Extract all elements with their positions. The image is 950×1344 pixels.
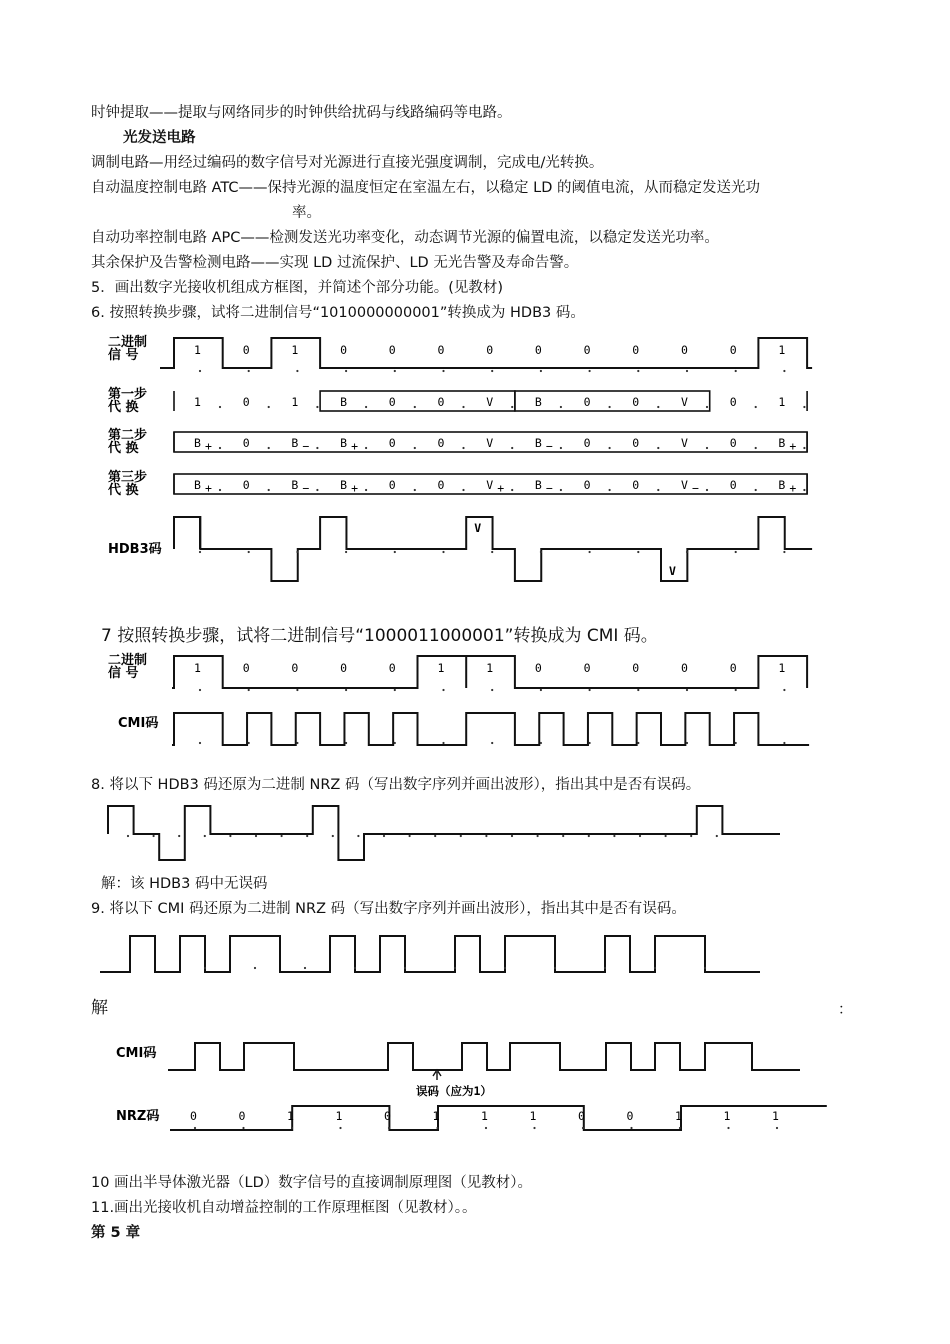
step2-symbol: V (486, 436, 494, 450)
binary-6-tick (394, 370, 396, 372)
cmi-question-tick (204, 967, 206, 969)
step2-symbol-sign: − (545, 439, 553, 453)
binary-7-tick (345, 689, 347, 691)
step1-symbol: 0 (388, 395, 396, 409)
label-step1-line2: 代 换 (108, 400, 139, 415)
figure-cmi-conversion (108, 652, 809, 745)
step3-symbol: B (194, 478, 201, 492)
step2-tick (268, 447, 270, 449)
step2-symbol: B (534, 436, 542, 450)
step3-symbol-sign: + (351, 481, 359, 495)
binary-digit-7: 0 (340, 661, 348, 675)
hdb3-decode-tick (485, 835, 487, 837)
cmi-question-tick (554, 967, 556, 969)
cmi-7-tick (442, 742, 444, 744)
step1-symbol: 1 (291, 395, 299, 409)
step3-tick (560, 489, 562, 491)
binary-6-tick (637, 370, 639, 372)
hdb3-tick (248, 551, 250, 553)
label-step3-line1: 第三步 (108, 470, 148, 485)
hdb3-tick (540, 551, 542, 553)
figure-hdb3-decode (108, 806, 780, 860)
binary-digit-7: 0 (242, 661, 250, 675)
nrz-digit: 1 (287, 1109, 294, 1123)
step3-tick (268, 489, 270, 491)
text-clock-extraction: 时钟提取——提取与网络同步的时钟供给扰码与线路编码等电路。 (91, 105, 512, 121)
text-protection: 其余保护及告警检测电路——实现 LD 过流保护、LD 无光告警及寿命告警。 (91, 255, 579, 271)
step3-symbol: 0 (388, 478, 396, 492)
step2-tick (560, 447, 562, 449)
step3-symbol: 0 (632, 478, 640, 492)
binary-digit-6: 0 (388, 343, 396, 357)
hdb3-decode-tick (229, 835, 231, 837)
chapter-5-heading: 第 5 章 (91, 1225, 141, 1241)
cmi-question-tick (604, 967, 606, 969)
step2-tick (511, 447, 513, 449)
binary-digit-6: 0 (486, 343, 494, 357)
cmi-question-tick (454, 967, 456, 969)
label-cmi-7: CMI码 (118, 716, 159, 731)
binary-digit-6: 1 (291, 343, 299, 357)
cmi-7-tick (735, 742, 737, 744)
hdb3-decode-tick (537, 835, 539, 837)
step2-symbol-sign: + (205, 439, 212, 453)
step1-symbol: V (681, 395, 688, 409)
binary-digit-7: 0 (681, 661, 688, 675)
text-atc-cont: 率。 (292, 205, 321, 221)
binary-7-tick (783, 689, 785, 691)
label-binary-7-line2: 信 号 (108, 666, 139, 681)
error-label: 误码（应为1） (416, 1084, 492, 1098)
question-11: 11.画出光接收机自动增益控制的工作原理框图（见教材）。。 (91, 1200, 477, 1216)
step3-tick (462, 489, 464, 491)
label-step2-line2: 代 换 (108, 441, 139, 456)
hdb3-decode-tick (690, 835, 692, 837)
nrz-digit: 0 (578, 1109, 585, 1123)
step2-tick (706, 447, 708, 449)
step3-tick (755, 489, 757, 491)
step1-tick (414, 406, 416, 408)
step3-tick (657, 489, 659, 491)
binary-6-tick (783, 370, 785, 372)
step3-tick (706, 489, 708, 491)
nrz-digit: 1 (675, 1109, 682, 1123)
nrz-tick (339, 1127, 341, 1129)
cmi-question-tick (654, 967, 656, 969)
hdb3-tick (637, 551, 639, 553)
cmi-7-tick (199, 742, 201, 744)
cmi-7-tick (686, 742, 688, 744)
figure-cmi-waveform (100, 936, 760, 972)
answer-9-colon: ： (838, 1002, 853, 1018)
binary-7-tick (442, 689, 444, 691)
hdb3-decode-tick (383, 835, 385, 837)
cmi-7-tick (491, 742, 493, 744)
text-modulation: 调制电路—用经过编码的数字信号对光源进行直接光强度调制，完成电/光转换。 (91, 155, 604, 171)
step1-tick (268, 406, 270, 408)
binary-digit-6: 0 (632, 343, 640, 357)
hdb3-decode-tick (511, 835, 513, 837)
label-binary-6-line1: 二进制 (108, 335, 148, 350)
hdb3-decode-tick (306, 835, 308, 837)
heading-optical-tx: 光发送电路 (123, 130, 196, 146)
nrz-tick (582, 1127, 584, 1129)
hdb3-decode-tick (178, 835, 180, 837)
step1-tick (560, 406, 562, 408)
binary-7-tick (540, 689, 542, 691)
cmi-question-tick (404, 967, 406, 969)
cmi-7-tick (394, 742, 396, 744)
figure-cmi-decode (116, 1043, 827, 1130)
binary-7-tick (686, 689, 688, 691)
hdb3-v-mark: V (669, 564, 676, 578)
binary-7-tick (296, 689, 298, 691)
cmi-question-tick (304, 967, 306, 969)
step2-symbol: 0 (583, 436, 591, 450)
hdb3-decode-tick (409, 835, 411, 837)
text-apc: 自动功率控制电路 APC——检测发送光功率变化，动态调节光源的偏置电流，以稳定发送光功率。 (91, 230, 719, 246)
question-5: 5．画出数字光接收机组成方框图，并简述个部分功能。(见教材) (91, 280, 504, 296)
label-nrz-9: NRZ码 (116, 1109, 160, 1124)
step3-symbol: B (340, 478, 348, 492)
step3-symbol: B (534, 478, 542, 492)
step3-symbol: 0 (242, 478, 250, 492)
hdb3-tick (442, 551, 444, 553)
step2-symbol: 0 (437, 436, 445, 450)
step3-symbol: B (778, 478, 786, 492)
cmi-7-tick (589, 742, 591, 744)
hdb3-decode-tick (588, 835, 590, 837)
step1-tick (657, 406, 659, 408)
cmi-7-tick (296, 742, 298, 744)
figure-hdb3-conversion (108, 334, 812, 581)
step3-tick (316, 489, 318, 491)
binary-digit-6: 0 (583, 343, 591, 357)
error-arrow (433, 1070, 441, 1080)
step2-tick (316, 447, 318, 449)
binary-digit-7: 1 (486, 661, 494, 675)
binary-digit-7: 1 (437, 661, 445, 675)
step1-tick (706, 406, 708, 408)
nrz-digit: 0 (190, 1109, 197, 1123)
nrz-tick (727, 1127, 729, 1129)
step2-tick (414, 447, 416, 449)
step3-symbol-sign: − (692, 481, 699, 495)
step3-symbol: 0 (729, 478, 737, 492)
step2-tick (657, 447, 659, 449)
step1-tick (609, 406, 611, 408)
hdb3-decode-tick (255, 835, 257, 837)
binary-digit-6: 0 (681, 343, 688, 357)
step1-tick (803, 406, 805, 408)
binary-7-tick (735, 689, 737, 691)
step1-symbol: B (340, 395, 348, 409)
step2-symbol: 0 (388, 436, 396, 450)
nrz-tick (436, 1127, 438, 1129)
cmi-question-waveform (100, 936, 760, 972)
nrz-tick (291, 1127, 293, 1129)
step3-symbol: 0 (583, 478, 591, 492)
nrz-digit: 0 (626, 1109, 634, 1123)
hdb3-decode-tick (127, 835, 129, 837)
hdb3-decode-tick (613, 835, 615, 837)
binary-7-tick (491, 689, 493, 691)
binary-6-tick (296, 370, 298, 372)
binary-7-tick (248, 689, 250, 691)
hdb3-tick (345, 551, 347, 553)
nrz-digit: 1 (335, 1109, 343, 1123)
hdb3-tick (296, 551, 298, 553)
label-hdb3: HDB3码 (108, 542, 162, 557)
binary-digit-7: 0 (632, 661, 640, 675)
step2-tick (803, 447, 805, 449)
hdb3-tick (589, 551, 591, 553)
step3-tick (219, 489, 221, 491)
nrz-digit: 1 (772, 1109, 779, 1123)
step2-tick (365, 447, 367, 449)
step3-symbol-sign: + (497, 481, 505, 495)
nrz-tick (194, 1127, 196, 1129)
nrz-digit: 0 (238, 1109, 246, 1123)
nrz-digit: 1 (529, 1109, 537, 1123)
cmi-question-tick (254, 967, 256, 969)
hdb3-decode-tick (716, 835, 718, 837)
hdb3-decode-waveform (108, 806, 780, 860)
hdb3-tick (491, 551, 493, 553)
step2-symbol: B (194, 436, 201, 450)
step2-symbol: B (291, 436, 299, 450)
step2-symbol-sign: + (351, 439, 359, 453)
binary-digit-7: 1 (778, 661, 786, 675)
cmi-waveform-7 (172, 713, 809, 745)
nrz-tick (630, 1127, 632, 1129)
binary-6-tick (248, 370, 250, 372)
answer-9-label: 解 (91, 998, 108, 1018)
step3-tick (414, 489, 416, 491)
step1-symbol: 1 (194, 395, 201, 409)
label-cmi-9: CMI码 (116, 1046, 157, 1061)
nrz-tick (388, 1127, 390, 1129)
step3-symbol-sign: + (205, 481, 212, 495)
hdb3-decode-tick (332, 835, 334, 837)
nrz-digit: 1 (481, 1109, 488, 1123)
binary-digit-7: 0 (291, 661, 299, 675)
step3-tick (365, 489, 367, 491)
answer-8: 解：该 HDB3 码中无误码 (101, 876, 268, 892)
hdb3-decode-tick (357, 835, 359, 837)
text-atc: 自动温度控制电路 ATC——保持光源的温度恒定在室温左右，以稳定 LD 的阈值电流，从而稳定发送光功 (91, 180, 760, 196)
binary-6-tick (735, 370, 737, 372)
binary-digit-7: 0 (583, 661, 591, 675)
nrz-digit: 0 (384, 1109, 391, 1123)
step1-symbol: 0 (729, 395, 737, 409)
cmi-7-tick (345, 742, 347, 744)
hdb3-decode-tick (281, 835, 283, 837)
binary-6-tick (345, 370, 347, 372)
binary-digit-6: 0 (729, 343, 737, 357)
hdb3-decode-tick (665, 835, 667, 837)
step2-symbol: 0 (729, 436, 737, 450)
nrz-tick (242, 1127, 244, 1129)
step2-symbol-sign: − (302, 439, 310, 453)
hdb3-tick (686, 551, 688, 553)
hdb3-first-pulse (174, 517, 200, 549)
label-step3-line2: 代 换 (108, 483, 139, 498)
nrz-digit: 1 (723, 1109, 731, 1123)
binary-7-tick (199, 689, 201, 691)
cmi-question-tick (704, 967, 706, 969)
step2-symbol-sign: + (789, 439, 797, 453)
step2-symbol: B (340, 436, 348, 450)
binary-digit-7: 0 (388, 661, 396, 675)
step1-symbol: 0 (583, 395, 591, 409)
label-step2-line1: 第二步 (108, 428, 148, 443)
step1-symbol: B (534, 395, 542, 409)
hdb3-decode-tick (460, 835, 462, 837)
step1-tick (755, 406, 757, 408)
label-step1-line1: 第一步 (108, 387, 148, 402)
step2-symbol: 0 (242, 436, 250, 450)
nrz-digit: 1 (432, 1109, 440, 1123)
cmi-question-tick (354, 967, 356, 969)
binary-7-tick (394, 689, 396, 691)
step3-symbol: B (291, 478, 299, 492)
binary-digit-6: 0 (437, 343, 445, 357)
binary-6-tick (442, 370, 444, 372)
step3-symbol-sign: + (789, 481, 797, 495)
hdb3-tick (199, 551, 201, 553)
binary-digit-6: 0 (242, 343, 250, 357)
step2-symbol: B (778, 436, 786, 450)
nrz-tick (679, 1127, 681, 1129)
binary-digit-6: 1 (194, 343, 201, 357)
cmi-7-tick (783, 742, 785, 744)
question-10: 10 画出半导体激光器（LD）数字信号的直接调制原理图（见教材）。 (91, 1175, 533, 1191)
binary-digit-7: 0 (729, 661, 737, 675)
binary-6-tick (589, 370, 591, 372)
nrz-tick (533, 1127, 535, 1129)
hdb3-decode-tick (204, 835, 206, 837)
cmi-7-tick (248, 742, 250, 744)
step2-tick (755, 447, 757, 449)
binary-6-tick (540, 370, 542, 372)
step2-symbol: V (681, 436, 688, 450)
binary-digit-7: 0 (534, 661, 542, 675)
step2-tick (219, 447, 221, 449)
step2-symbol: 0 (632, 436, 640, 450)
binary-digit-7: 1 (194, 661, 201, 675)
hdb3-waveform (174, 517, 812, 581)
cmi-answer-waveform (168, 1043, 800, 1070)
step3-symbol: V (681, 478, 688, 492)
question-6: 6. 按照转换步骤，试将二进制信号“1010000000001”转换成为 HDB3 码。 (91, 305, 585, 321)
hdb3-v-mark: V (474, 521, 482, 535)
hdb3-tick (394, 551, 396, 553)
hdb3-decode-tick (562, 835, 564, 837)
step3-tick (803, 489, 805, 491)
binary-6-tick (491, 370, 493, 372)
step1-symbol: 0 (437, 395, 445, 409)
binary-digit-6: 0 (340, 343, 348, 357)
question-7: 7 按照转换步骤，试将二进制信号“1000011000001”转换成为 CMI 码。 (101, 626, 658, 646)
step1-symbol: 0 (242, 395, 250, 409)
step1-tick (462, 406, 464, 408)
question-9: 9. 将以下 CMI 码还原为二进制 NRZ 码（写出数字序列并画出波形），指出其中是否有误码。 (91, 901, 686, 917)
cmi-question-tick (504, 967, 506, 969)
hdb3-tick (735, 551, 737, 553)
label-binary-6-line2: 信 号 (108, 348, 139, 363)
step3-tick (511, 489, 513, 491)
step1-symbol: V (486, 395, 494, 409)
step1-symbol: 1 (778, 395, 786, 409)
step1-tick (511, 406, 513, 408)
step3-symbol: 0 (437, 478, 445, 492)
binary-6-tick (199, 370, 201, 372)
nrz-tick (485, 1127, 487, 1129)
binary-digit-6: 1 (778, 343, 786, 357)
step3-symbol: V (486, 478, 494, 492)
hdb3-decode-tick (639, 835, 641, 837)
step3-tick (609, 489, 611, 491)
step3-symbol-sign: − (302, 481, 310, 495)
nrz-tick (776, 1127, 778, 1129)
step2-tick (462, 447, 464, 449)
step3-symbol-sign: − (545, 481, 553, 495)
binary-7-tick (637, 689, 639, 691)
binary-7-tick (589, 689, 591, 691)
binary-digit-6: 0 (534, 343, 542, 357)
step1-symbol: 0 (632, 395, 640, 409)
step1-tick (219, 406, 221, 408)
step2-tick (609, 447, 611, 449)
hdb3-tick (783, 551, 785, 553)
binary-6-tick (686, 370, 688, 372)
hdb3-decode-tick (153, 835, 155, 837)
cmi-7-tick (637, 742, 639, 744)
label-binary-7-line1: 二进制 (108, 653, 148, 668)
step1-tick (365, 406, 367, 408)
cmi-7-tick (540, 742, 542, 744)
question-8: 8. 将以下 HDB3 码还原为二进制 NRZ 码（写出数字序列并画出波形），指出其中是否有误码。 (91, 777, 701, 793)
hdb3-decode-tick (434, 835, 436, 837)
step1-tick (316, 406, 318, 408)
